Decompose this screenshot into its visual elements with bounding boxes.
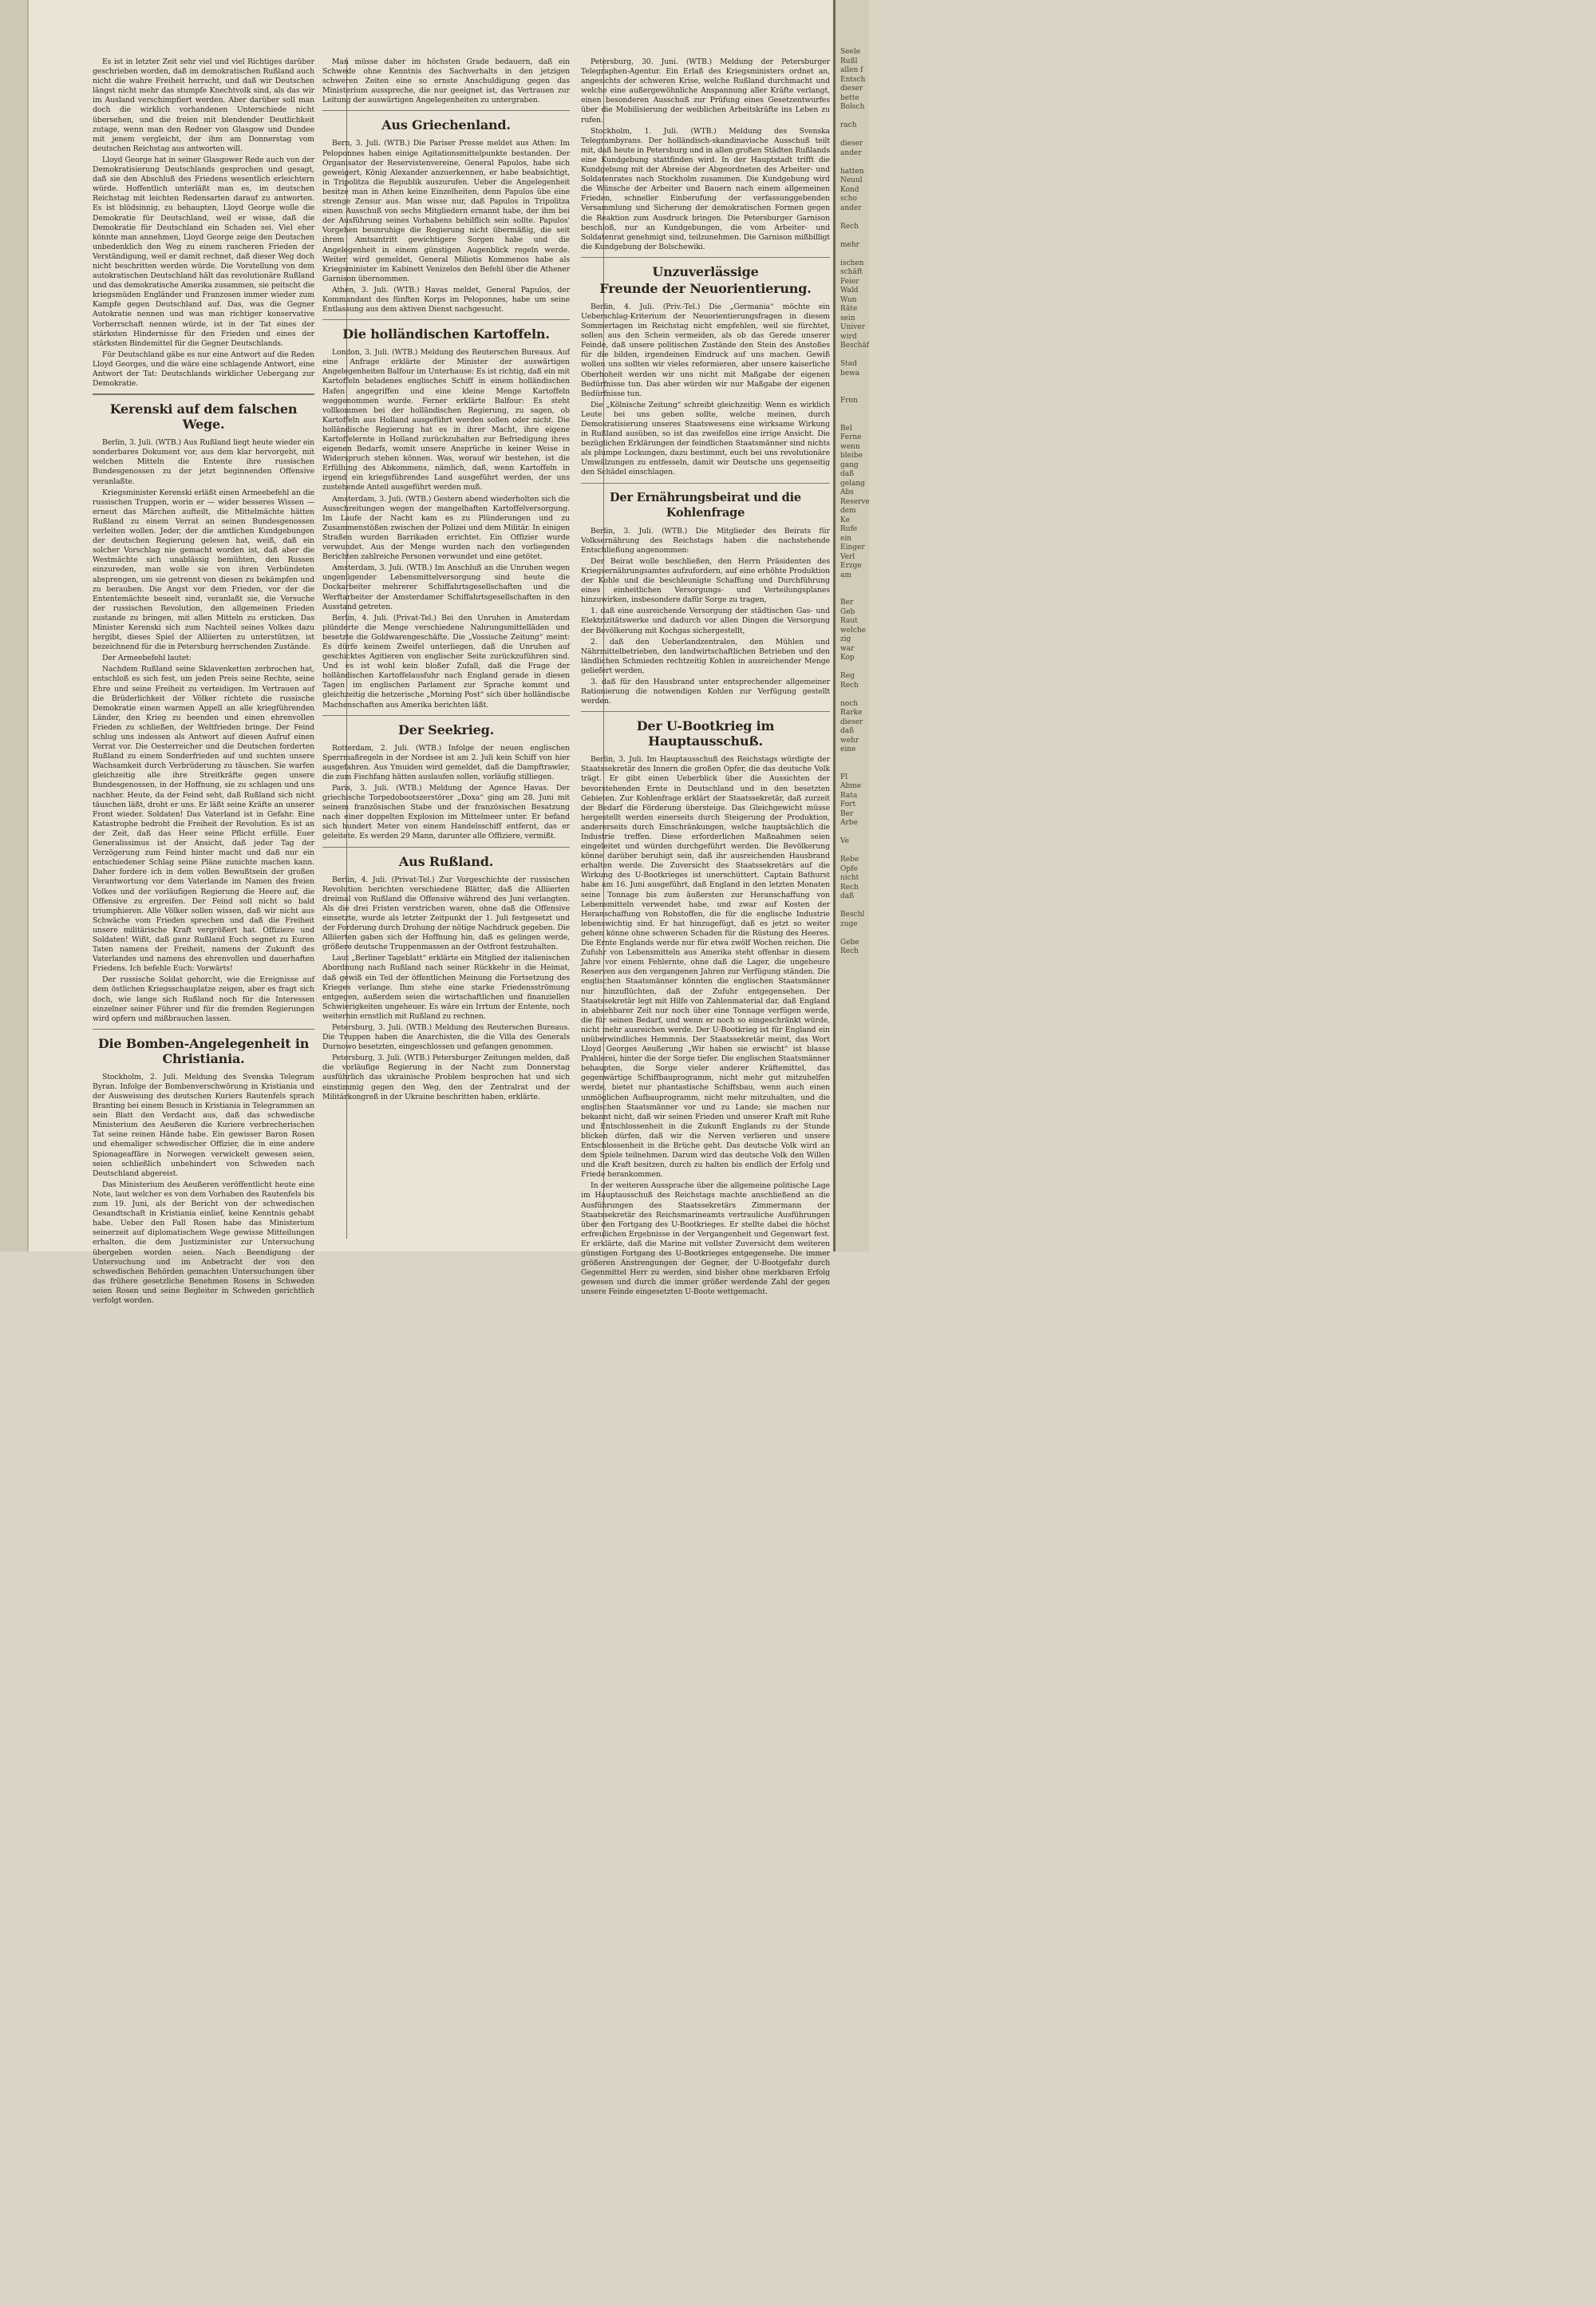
adjacent-page-fragment: Erzge xyxy=(840,562,862,570)
article-paragraph: Paris, 3. Juli. (WTB.) Meldung der Agence Havas. Der griechische Torpedobootszerstörer „Doxa“ ging am 28. Juni mit seinem französischen Stabe und der französischen Besatzung nach einer doppelten Explosion im Mittelmeer unter. Er befand sich hundert Meter von einem Handelsschiff entfernt, das er geleitete. Es werden 29 Mann, darunter alle Offiziere, vermißt. xyxy=(322,784,570,841)
article-paragraph: Lloyd George hat in seiner Glasgower Rede auch von der Demokratisierung Deutschlands gesprochen und gesagt, daß sie den Abschluß des Friedens wesentlich erleichtern würde. Hoffentlich unterläßt man es, im deutschen Reichstag mit leichten Redensarten darauf zu antworten. Es ist blödsinnig, zu behaupten, Lloyd George wolle die Demokratie für Deutschland, weil er wisse, daß die Demokratie für Deutschland ein Schaden sei. Viel eher könnte man annehmen, Lloyd George zeige den Deutschen unbedenklich den Weg zu einem rascheren Frieden der Verständigung, weil er damit rechnet, daß dieser Weg doch nicht beschritten werden würde. Die Vorstellung von dem autokratischen Deutschland hält das revolutionäre Rußland und das demokratische Amerika zusammen, sie peitscht die kriegsmüden Engländer und Franzosen immer wieder zum Kampfe gegen Deutschland auf. Das, was die Gegner Autokratie nennen und was man richtiger konservative Vorherrschaft nennen würde, ist in der Tat eines der stärksten Hindernisse für den Frieden und eines der stärksten Bindemittel für die Gegner Deutschlands. xyxy=(93,155,314,348)
headline-ubootkrieg: Der U-Bootkrieg im Hauptausschuß. xyxy=(636,718,775,749)
adjacent-page-fragment: Geb xyxy=(840,607,855,616)
adjacent-page-fragment: allen f xyxy=(840,66,863,74)
headline-seekrieg: Der Seekrieg. xyxy=(398,722,494,737)
newspaper-page xyxy=(0,0,870,1305)
article-paragraph: Stockholm, 1. Juli. (WTB.) Meldung des Svenska Telegrambyrans. Der holländisch-skandinavische Ausschuß teilt mit, daß heute in Petersburg und in allen großen Städten Rußlands eine Kundgebung stattfinden wird. In der Hauptstadt trifft die Kundgebung mit der Abreise der Abgeordneten des Arbeiter- und Soldatenrates nach Stockholm zusammen. Die Kundgebung wird die Wünsche der Arbeiter und Bauern nach einem allgemeinen Frieden, schneller Einberufung der verfassunggebenden Versammlung und Sicherung der demokratischen Formen gegen die Reaktion zum Ausdruck bringen. Die Petersburger Garnison beschloß, nur an Kundgebungen, die vom Arbeiter- und Soldatenrat genehmigt sind, teilzunehmen. Die Garnison mißbilligt die Kundgebung der Bolschewiki. xyxy=(581,126,830,251)
headline-bomben: Die Bomben-Angelegenheit in Christiania. xyxy=(97,1035,310,1066)
adjacent-page-fragment: nicht xyxy=(840,874,859,882)
adjacent-page-fragment: rach xyxy=(840,121,857,129)
adjacent-page-fragment: Seele xyxy=(840,48,861,56)
article-paragraph: Laut „Berliner Tageblatt“ erklärte ein Mitglied der italienischen Abordnung nach Rußland nach seiner Rückkehr in die Heimat, daß gewiß ein Teil der öffentlichen Meinung die Fortsetzung des Krieges verlange. Ihm stehe eine starke Friedensströmung entgegen, außerdem seien die wirtschaftlichen und finanziellen Schwierigkeiten ungeheuer. Es wäre ein Irrtum der Entente, noch weiterhin ernstlich mit Rußland zu rechnen. xyxy=(322,954,570,1021)
adjacent-page-fragment: daß xyxy=(840,727,855,735)
adjacent-page-fragment xyxy=(836,378,869,388)
adjacent-page-fragment xyxy=(836,764,869,773)
adjacent-page-fragment: Kop xyxy=(840,654,855,662)
article-paragraph: Für Deutschland gäbe es nur eine Antwort auf die Reden Lloyd Georges, und die wäre eine schlagende Antwort, eine Antwort der Tat: Deutschlands wirklicher Uebergang zur Demokratie. xyxy=(93,350,314,389)
adjacent-page-fragment: Arbe xyxy=(840,819,858,827)
adjacent-page-fragment: dieser xyxy=(840,718,863,726)
adjacent-page-fragment: wenn xyxy=(840,442,860,451)
adjacent-page-fragment: Bel xyxy=(840,424,852,433)
article-paragraph: Bern, 3. Juli. (WTB.) Die Pariser Presse meldet aus Athen: Im Peloponnes haben einige Agitationsmittelpunkte bestanden. Der Organisator der Reservistenvereine, General Papulos, habe sich geweigert, König Alexander anzuerkennen, er habe beabsichtigt, in Tripolitza die Republik auszurufen. Ueber die Angelegenheit besitze man in Athen keine Einzelheiten, denn Papulos übe eine strenge Zensur aus. Man wisse nur, daß Papulos in Tripolitza einen Ausschuß von sechs Mitgliedern ernannt habe, der ihm bei der Ausführung seines Vorhabens behilflich sein sollte. Papulos' Vorgehen beunruhige die Regierung nicht übermäßig, die seit ihrem Amtsantritt gewichtigere Sorgen habe und die Angelegenheit in einem günstigen Augenblick regeln werde. Weiter wird gemeldet, General Miliotis Kommenos habe als Kriegsminister im Kabinett Venizelos den Befehl über die Athener Garnison übernommen. xyxy=(322,139,570,283)
adjacent-page-fragment: Rebe xyxy=(840,856,859,864)
article-paragraph: Petersburg, 30. Juni. (WTB.) Meldung der Petersburger Telegraphen-Agentur. Ein Erlaß des Kriegsministers ordnet an, angesichts der schweren Krise, welche Rußland durchmacht und welche eine außergewöhnliche Anspannung aller Kräfte verlangt, einen besonderen Ausschuß zur Prüfung eines Gesetzentwurfes über die Mobilisierung der weiblichen Arbeitskräfte ins Leben zu rufen. xyxy=(581,57,830,125)
adjacent-page-fragment: bleibe xyxy=(840,452,863,460)
article-paragraph: 1. daß eine ausreichende Versorgung der städtischen Gas- und Elektrizitätswerke und dadurch vor allen Dingen die Versorgung der Bevölkerung mit Kochgas sichergestellt, xyxy=(581,607,830,635)
adjacent-page-fragment: Reg xyxy=(840,672,855,680)
adjacent-page-fragment xyxy=(836,828,869,838)
article-paragraph: Rotterdam, 2. Juli. (WTB.) Infolge der neuen englischen Sperrmaßregeln in der Nordsee ist am 2. Juli kein Schiff von hier ausgefahren. Aus Ymuiden wird gemeldet, daß die Dampftrawler, die zum Fischfang hätten auslaufen sollen, vorläufig stilliegen. xyxy=(322,743,570,781)
adjacent-page-fragment: ander xyxy=(840,148,862,157)
adjacent-page-fragment: scho xyxy=(840,195,857,203)
adjacent-page-fragment: Bolsch xyxy=(840,103,865,111)
adjacent-page-fragment: bewa xyxy=(840,369,860,378)
article-paragraph: Berlin, 3. Juli. Im Hauptausschuß des Reichstags würdigte der Staatssekretär des Innern die großen Opfer, die das deutsche Volk trägt. Er gibt einen Ueberblick über die Aussichten der bevorstehenden Ernte in Deutschland und in den besetzten Gebieten. Zur Kohlenfrage erklärt der Staatssekretär, daß zurzeit der Bedarf die Förderung übersteige. Das Gleichgewicht müsse hergestellt werden einerseits durch Steigerung der Produktion, andererseits durch Einschränkungen, welche hauptsächlich die Industrie treffen. Diese erforderlichen Maßnahmen seien eingeleitet und würden durchgeführt werden. Die Bevölkerung könne darüber beruhigt sein, daß ihr ausreichenden Hausbrand erhalten werde. Die Zuversicht des Staatssekretärs auf die Wirkung des U-Bootkrieges ist unerschüttert. Captain Bathurst habe am 16. Juni ausgeführt, daß England in den letzten Monaten seine Tonnage bis zum äußersten zur Heranschaffung von Lebensmitteln verwendet habe, und zwar auf Kosten der Heranschaffung von Rohstoffen, die für die englische Industrie lebenswichtig sind. Er hat hinzugefügt, daß es jetzt so weiter gehen könne ohne schweren Schaden für die Rüstung des Heeres. Die Ernte Englands werde nur für etwa zwölf Wochen reichen. Die Zufuhr von Lebensmitteln aus Amerika steht offenbar in diesem Jahre vor einem Fehlernte, ohne daß die Lager, die ungeheure Reserven aus den vergangenen Jahren zur Verfügung ständen. Die englischen Staatsmänner könnten die englischen Staatsmänner nur hinzuflüchten, daß der Zufuhr entgegensehen. Der Staatssekretär legt mit Hilfe von Zahlenmaterial dar, daß England in absehbarer Zeit nur noch über eine Tonnage verfügen werde, die für seinen Bedarf, und wenn er noch so eingeschränkt würde, nicht mehr ausreichen werde. Der U-Bootkrieg ist für England ein unüberwindliches Hemmnis. Der Staatssekretär meint, das Wort Lloyd Georges Aeußerung „Wir haben sie erwischt“ ist blasse Prahlerei, hinter die der Sorge tiefer. Die englischen Staatsmänner behaupten, die Sorge vieler anderer Kräftemittel, das gegenwärtige Schiffbauprogramm, nicht mehr gut mitzuhelfen werde, bietet nur phantastische Schiffsbau, wenn auch einen unmöglichen Aufbauprogramm, nicht mehr mitzuhalten, und die englischen Staatsmänner vor und zu Lande; sie machen nur bekannt nicht, daß wir seinen Frieden und unserer Kraft mit Ruhe und Entschlossenheit in die Zukunft Englands zu der Stunde blicken dürfen, daß wir die Nerven verlieren und unsere Entschlossenheit in die Brüche geht. Das deutsche Volk wird an dem Spiele teilnehmen. Darum wird das deutsche Volk den Willen und die Kraft besitzen, durch zu halten bis endlich der Erfolg und Friede herankommen. xyxy=(581,755,830,1180)
article-paragraph: Berlin, 3. Juli. (WTB.) Die Mitglieder des Beirats für Volksernährung des Reichstags haben die nachstehende Entschließung angenommen: xyxy=(581,526,830,555)
article-paragraph: Berlin, 4. Juli. (Privat-Tel.) Zur Vorgeschichte der russischen Revolution berichten verschiedene Blätter, daß die Alliierten dreimal von Rußland die Offensive während des Juni verlangten. Als die drei Fristen verstrichen waren, ohne daß die Offensive einsetzte, wurde als letzter Zeitpunkt der 1. Juli festgesetzt und der Forderung durch Drohung der nötige Nachdruck gegeben. Die Alliierten gaben sich der Hoffnung hin, daß es gelingen werde, größere deutsche Truppenmassen an der Ostfront festzuhalten. xyxy=(322,875,570,952)
adjacent-page-fragment: Fort xyxy=(840,801,856,809)
article-paragraph: Der Armeebefehl lautet: xyxy=(102,654,192,663)
adjacent-page-fragment xyxy=(836,406,869,416)
adjacent-page-fragment xyxy=(836,388,869,397)
adjacent-page-fragment: Kond xyxy=(840,185,859,194)
adjacent-page-fragment: ein xyxy=(840,534,852,543)
adjacent-page-fragment: Rußl xyxy=(840,57,858,65)
column-3 xyxy=(581,57,830,1299)
article-paragraph: Berlin, 3. Juli. (WTB.) Aus Rußland liegt heute wieder ein sonderbares Dokument vor, aus dem klar hervorgeht, mit welchen Mitteln die Entente ihre russischen Bundesgenossen zu der jetzt beginnenden Offensive veranlaßte. xyxy=(93,438,314,486)
adjacent-page-fragment: Reserve xyxy=(840,497,870,506)
article-paragraph: 2. daß den Ueberlandzentralen, den Mühlen und Nährmittelbetrieben, den landwirtschaftlichen Betrieben und den ländlichen Schmieden rechtzeitig Kohlen in ausreichender Menge geliefert werden, xyxy=(581,637,830,675)
adjacent-page-fragment: Rufe xyxy=(840,525,858,533)
adjacent-page-fragment: Fl xyxy=(840,773,848,781)
article-paragraph: Die „Kölnische Zeitung“ schreibt gleichzeitig: Wenn es wirklich Leute bei uns geben sollte, welche meinen, durch Demokratisierung unseres Staatswesens eine wirksame Wirkung in Rußland ausüben, so ist das zweifellos eine irrige Ansicht. Die bezüglichen Erklärungen der feindlichen Staatsmänner sind nichts als plumpe Lockungen, dazu bestimmt, euch bei uns revolutionäre Umwälzungen zu entfesseln, damit wir Deutsche uns gegenseitig den Schädel einschlagen. xyxy=(581,400,830,477)
adjacent-page-fragment xyxy=(836,929,869,939)
adjacent-page-fragment: daß xyxy=(840,470,855,478)
adjacent-page-fragment: Ferne xyxy=(840,433,862,441)
adjacent-page-fragment xyxy=(836,847,869,856)
adjacent-page-fragment: Rata xyxy=(840,791,858,800)
adjacent-page-fragment: Fron xyxy=(840,397,858,405)
article-paragraph: Es ist in letzter Zeit sehr viel und viel Richtiges darüber geschrieben worden, daß im demokratischen Rußland auch nicht die wahre Freiheit herrscht, und daß wir Deutschen längst nicht mehr das stumpfe Knechtvolk sind, als das wir im Ausland verschimpfiert werden. Aber darüber soll man doch die wirklich vorhandenen Unterschiede nicht übersehen, und die freien mit blendender Deutlichkeit zutage, wenn man den Redner von Glasgow und Dundee mit jenem vergleicht, der ihm am Donnerstag vom deutschen Reichstag aus antworten will. xyxy=(93,57,314,153)
adjacent-page-fragment: eine xyxy=(840,745,856,753)
adjacent-page-fragment: bette xyxy=(840,93,859,102)
adjacent-page-fragment: mehr xyxy=(840,240,859,249)
adjacent-page-fragment xyxy=(836,580,869,590)
section-divider xyxy=(93,1029,314,1030)
adjacent-page-fragment: Gebe xyxy=(840,938,859,947)
adjacent-page-fragment: Entsch xyxy=(840,75,866,84)
adjacent-page-fragment: Beschl xyxy=(840,911,865,919)
adjacent-page-fragment: Abs xyxy=(840,488,854,496)
article-paragraph: London, 3. Juli. (WTB.) Meldung des Reuterschen Bureaus. Auf eine Anfrage erklärte der Minister der auswärtigen Angelegenheiten Balfour im Unterhause: Es ist richtig, daß ein mit Kartoffeln beladenes englisches Schiff in einem holländischen Hafen angegriffen und eine kleine Menge Kartoffeln weggenommen wurde. Ferner erklärte Balfour: Es steht vollkommen bei der holländischen Regierung, zu sagen, ob Kartoffeln aus Holland ausgeführt werden sollen oder nicht. Die holländische Regierung hat es in ihrer Macht, ihre eigene Kartoffelernte in Holland zurückzuhalten zur Befriedigung ihres eigenen Bedarfs, womit unsere Ansprüche in keiner Weise in Widerspruch stehen können. Was, worauf wir bestehen, ist die Erfüllung des Abkommens, nämlich, daß, wenn Kartoffeln in irgend ein kriegsführendes Land ausgeführt werden, der uns zustehende Anteil ausgeführt werden muß. xyxy=(322,348,570,492)
adjacent-page-fragment: sein xyxy=(840,314,855,322)
article-paragraph: Kriegsminister Kerenski erläßt einen Armeebefehl an die russischen Truppen, worin er — wider besseres Wissen — erneut das Märchen aufteilt, die Mittelmächte hätten Rußland zu einem Verrat an seinen Bundesgenossen verleiten wollen. Jeder, der die amtlichen Kundgebungen der deutschen Regierung gelesen hat, weiß, daß ein solcher Vorschlag nie gemacht worden ist, daß aber die Westmächte sich unablässig bemühten, den Russen einzureden, man wolle sie von ihren Verbündeten absprengen, um sie getrennt von diesen zu bekämpfen und zu berauben. Die Angst vor dem Frieden, vor der die Ententemächte beseelt sind, veranlaßt sie, die Versuche der russischen Revolution, den allgemeinen Frieden zustande zu bringen, mit allen Mitteln zu ersticken. Das Minister Kerenski sich zum Nachteil seines Volkes dazu hergibt, dieses Spiel der Alliierten zu unterstützen, ist bezeichnend für die in Petersburg herrschenden Zustände. xyxy=(93,488,314,652)
article-paragraph: Der russische Soldat gehorcht, wie die Ereignisse auf dem östlichen Kriegsschauplatze zeigen, aber es fragt sich doch, wie lange sich Rußland noch für die Interessen einzelner seiner Führer und für die fremden Regierungen wird opfern und mißbrauchen lassen. xyxy=(93,975,314,1023)
article-paragraph: Amsterdam, 3. Juli. (WTB.) Gestern abend wiederholten sich die Ausschreitungen wegen der mangelhaften Kartoffelversorgung. Im Laufe der Nacht kam es zu Plünderungen und zu Zusammenstößen zwischen der Polizei und dem Militär. In einigen Straßen wurden Barrikaden errichtet. Ein Offizier wurde verwundet. Aus der Menge wurden nach den vorliegenden Berichten zahlreiche Personen verwundet und eine getötet. xyxy=(322,494,570,562)
article-paragraph: Berlin, 4. Juli. (Priv.-Tel.) Die „Germania“ möchte ein Ueberschlag-Kriterium der Neuorientierungsfragen in diesem Sommertagen im Reichstag nicht empfehlen, weil sie fürchtet, sollen aus den Schein vermeiden, als ob das Gerede unserer Feinde, daß unsere politischen Zustände den Stein des Anstoßes für die bilden, irgendeinen Eindruck auf uns machen. Gewiß wollen uns sollten wir vieles reformieren, aber unsere kaiserliche Oberhoheit werden wir uns nicht mit Maßgabe der eigenen Bedürfnisse tun. Das aber würden wir nur Maßgabe der eigenen Bedürfnisse tun. xyxy=(581,302,830,398)
adjacent-page-fragment: ischen xyxy=(840,259,864,267)
adjacent-page-fragment: zuge xyxy=(840,919,858,928)
adjacent-page-fragment: Stad xyxy=(840,360,857,368)
article-paragraph: Stockholm, 2. Juli. Meldung des Svenska Telegram Byran. Infolge der Bombenverschwörung in Kristiania und der Ausweisung des deutschen Kuriers Rautenfels sprach Branting bei einem Besuch in Kristiania in Telegrammen an sein Blatt den Verdacht aus, daß das schwedische Ministerium des Aeußeren die Kuriere verbrecherischen Tat seine reinen Hände habe. Ein gewisser Baron Rosen und ehemaliger schwedischer Offizier, die in eine andere Spionageaffäre in Norwegen verwickelt gewesen seien, seien schließlich unbehindert von Schweden nach Deutschland abgereist. xyxy=(93,1072,314,1178)
adjacent-page-fragment: wehr xyxy=(840,736,859,745)
section-divider xyxy=(581,257,830,258)
adjacent-page-fragment: Rech xyxy=(840,681,859,690)
adjacent-page-fragment xyxy=(836,663,869,673)
column-2 xyxy=(322,57,570,1104)
adjacent-page-fragment: Ber xyxy=(840,809,854,818)
headline-kerenski: Kerenski auf dem falschen Wege. xyxy=(109,401,298,433)
adjacent-page-fragment xyxy=(836,250,869,259)
headline-griechenland: Aus Griechenland. xyxy=(381,117,511,133)
adjacent-page-fragment: Rech xyxy=(840,947,859,955)
adjacent-page-fragment xyxy=(836,690,869,700)
adjacent-page-fragment: Ve xyxy=(840,837,849,845)
adjacent-page-fragment: noch xyxy=(840,699,859,708)
article-paragraph: Nachdem Rußland seine Sklavenketten zerbrochen hat, entschloß es sich fest, um jeden Preis seine Rechte, seine Ehre und seine Freiheit zu verteidigen. Im Vertrauen auf die Brüderlichkeit der Völker richtete die russische Demokratie einen warmen Appell an alle kriegführenden Länder, den Krieg zu beenden und einen ehrenvollen Frieden zu schließen, der Weltfrieden bringe. Der Feind schlug uns indessen als Antwort auf diesen Aufruf einen Verrat vor. Die Oesterreicher und die Deutschen forderten Rußland zu einem Sonderfrieden auf und suchten unsere Wachsamkeit durch Verbrüderung zu täuschen. Sie warfen gleichzeitig alle ihre Streitkräfte gegen unsere Bundesgenossen, in der Hoffnung, sie zu schlagen und uns nachher. Heute, da der Feind seht, daß Rußland sich nicht täuschen läßt, droht er uns. Er läßt seine Kräfte an unserer Front wieder. Soldaten! Das Vaterland ist in Gefahr. Eine Katastrophe bedroht die Freiheit der Revolution. Es ist an der Zeit, daß das Heer seine Pflicht erfülle. Euer Generalissimus ist der Ansicht, daß jeder Tag der Verzögerung zum Feind hinter macht und daß nur ein entschiedener Schlag seine Pläne zunichte machen kann. Daher fordere ich in dem vollen Bewußtsein der großen Verantwortung vor dem Vaterlande im Namen des freien Volkes und der vorläufigen Regierung die Heere auf, die Offensive zu ergreifen. Der Feind soll nicht so bald triumphieren. Alle Völker sollen wissen, daß wir nicht aus Schwäche vom Frieden sprechen und daß die Freiheit unsere militärische Kraft vergrößert hat. Offiziere und Soldaten! Wißt, daß ganz Rußland Euch segnet zu Euren Taten namens der Freiheit, namens der Zukunft des Vaterlandes und namens des ehrenvollen und dauerhaften Friedens. Ich befehle Euch: Vorwärts! xyxy=(93,665,314,974)
adjacent-page-fragment: Rarke xyxy=(840,709,863,717)
section-divider xyxy=(322,715,570,716)
article-paragraph: Der Beirat wolle beschließen, den Herrn Präsidenten des Kriegsernährungsamtes aufzufordern, auf eine erhöhte Produktion der Kohle und die beschleunigte Schaffung und Durchführung eines einheitlichen Versorgungs- und Verteilungsplanes hinzuwirken, insbesondere dafür Sorge zu tragen, xyxy=(581,556,830,605)
article-paragraph: 3. daß für den Hausbrand unter entsprechender allgemeiner Rationierung die notwendigen Kohlen zur Verfügung gestellt werden. xyxy=(581,677,830,706)
section-divider xyxy=(581,483,830,484)
adjacent-page-fragment xyxy=(836,415,869,425)
adjacent-page-fragment: Opfe xyxy=(840,864,858,873)
adjacent-page-fragment: ander xyxy=(840,204,862,212)
headline-russland: Aus Rußland. xyxy=(398,853,494,869)
adjacent-page-fragment xyxy=(836,351,869,361)
adjacent-page-fragment: Raut xyxy=(840,617,858,625)
adjacent-page-fragment: Verl xyxy=(840,552,855,561)
article-paragraph: Petersburg, 3. Juli. (WTB.) Meldung des Reuterschen Bureaus. Die Truppen haben die Anarchisten, die die Villa des Generals Durnowo besetzten, eingeschlossen und gefangen genommen. xyxy=(322,1022,570,1052)
headline-kartoffeln: Die holländischen Kartoffeln. xyxy=(342,326,550,342)
section-divider xyxy=(581,711,830,712)
adjacent-page-fragment: Rech xyxy=(840,222,859,231)
adjacent-page-fragment: Rech xyxy=(840,883,859,892)
adjacent-page-fragment xyxy=(836,158,869,168)
adjacent-page-fragment: hatten xyxy=(840,167,864,176)
section-divider xyxy=(322,319,570,320)
adjacent-page-fragment xyxy=(836,131,869,140)
adjacent-page-fragment: daß xyxy=(840,892,855,900)
adjacent-page-fragment: war xyxy=(840,644,855,653)
adjacent-page-fragment xyxy=(836,590,869,599)
adjacent-page-fragment: Räte xyxy=(840,305,858,313)
adjacent-page-fragment: am xyxy=(840,571,851,579)
adjacent-page-fragment: gelang xyxy=(840,479,865,488)
adjacent-page-fragment: Einger xyxy=(840,544,865,552)
section-divider xyxy=(322,847,570,848)
adjacent-page-fragment: Wun xyxy=(840,295,857,304)
adjacent-page-fragment: Beschäf xyxy=(840,342,870,350)
article-paragraph: Berlin, 4. Juli. (Privat-Tel.) Bei den Unruhen in Amsterdam plünderte die Menge verschiedene Nahrungsmittelläden und besetzte die Goldwarengeschäfte. Die „Vossische Zeitung“ meint: Es dürfe keinem Zweifel unterliegen, daß die Unruhen auf geschicktes Agitieren von englischer Seite zurückzuführen sind. Und es ist wohl kein bloßer Zufall, daß die Frage der holländischen Kartoffelausfuhr nach England gerade in diesen Tagen im englischen Parlament zur Sprache kommt und gleichzeitig die hetzerische „Morning Post“ sich über holländische Machenschaften aus Amerika berichten läßt. xyxy=(322,613,570,710)
adjacent-page-fragments xyxy=(836,0,869,957)
article-paragraph: Amsterdam, 3. Juli. (WTB.) Im Anschluß an die Unruhen wegen ungenügender Lebensmittelversorgung sind heute die Dockarbeiter mehrerer Schiffahrtsgesellschaften und die Werftarbeiter der Amsterdamer Schiffahrtsgesellschaften in den Ausstand getreten. xyxy=(322,563,570,611)
adjacent-page-fragment: Neuul xyxy=(840,176,863,184)
adjacent-page-fragment: welche xyxy=(840,626,867,635)
adjacent-page-fragment xyxy=(836,231,869,241)
adjacent-page-fragment: Wald xyxy=(840,287,859,295)
article-paragraph: Athen, 3. Juli. (WTB.) Havas meldet, General Papulos, der Kommandant des fünften Korps im Peloponnes, habe um seine Entlassung aus dem aktiven Dienst nachgesucht. xyxy=(322,285,570,314)
adjacent-page-fragment: wird xyxy=(840,332,857,341)
adjacent-page-fragment: dem xyxy=(840,507,856,515)
article-paragraph: Petersburg, 3. Juli. (WTB.) Petersburger Zeitungen melden, daß die vorläufige Regierung in der Nacht zum Donnerstag ausführlich das ukrainische Problem besprochen hat und sich einstimmig gegen den Weg, den der Zentralrat und der Militärkongreß in der Ukraine beschritten haben, erklärte. xyxy=(322,1054,570,1101)
adjacent-page-fragment xyxy=(836,902,869,911)
adjacent-page-edge xyxy=(833,0,869,1251)
adjacent-page-fragment: Ber xyxy=(840,599,854,607)
column-1 xyxy=(93,57,314,1307)
left-margin xyxy=(0,0,29,1251)
headline-neuorientierung: Freunde der Neuorientierung. xyxy=(599,280,812,296)
adjacent-page-fragment: Ke xyxy=(840,516,850,524)
adjacent-page-fragment: schäft xyxy=(840,268,863,276)
adjacent-page-fragment: Abme xyxy=(840,782,862,790)
article-paragraph: In der weiteren Aussprache über die allgemeine politische Lage im Hauptausschuß des Reichstags machte anschließend an die Ausführungen des Staatssekretärs Zimmermann der Staatssekretär des Reichsmarineamts vertrauliche Ausführungen über den Fortgang des U-Bootkrieges. Er stellte dabei die höchst erfreulichen Ergebnisse in der Vergangenheit und Gegenwart fest. Er erklärte, daß die Marine mit vollster Zuversicht dem weiteren günstigen Fortgang des U-Bootkrieges entgegensehe. Die immer größeren Anstrengungen der Gegner, der U-Bootgefahr durch Gegenmittel Herr zu werden, sind bisher ohne merkbaren Erfolg gewesen und durch die immer größer werdende Zahl der gegen unsere Feinde eingesetzten U-Boote wettgemacht. xyxy=(581,1181,830,1297)
adjacent-page-fragment: dieser xyxy=(840,140,863,148)
headline-ernaehrungsbeirat: Der Ernährungsbeirat und die Kohlenfrage xyxy=(610,490,801,520)
adjacent-page-fragment xyxy=(836,755,869,765)
adjacent-page-fragment: dieser xyxy=(840,85,863,93)
adjacent-page-fragment xyxy=(836,213,869,223)
adjacent-page-fragment: Feier xyxy=(840,277,859,286)
article-paragraph: Man müsse daher im höchsten Grade bedauern, daß ein Schwede ohne Kenntnis des Sachverhalts in den jetzigen schweren Zeiten eine so ernste Anschuldigung gegen das Ministerium ausspreche, die nur geeignet ist, das Vertrauen zur Leitung der auswärtigen Angelegenheiten zu untergraben. xyxy=(322,57,570,105)
section-divider xyxy=(93,393,314,395)
headline-unzuverlaessige: Unzuverlässige xyxy=(652,263,759,279)
adjacent-page-fragment: gang xyxy=(840,461,859,469)
adjacent-page-fragment xyxy=(836,113,869,122)
section-divider xyxy=(322,110,570,111)
article-paragraph: Das Ministerium des Aeußeren veröffentlicht heute eine Note, laut welcher es von dem Vorhaben des Rautenfels bis zum 19. Juni, als der Bericht von der schwedischen Gesandtschaft in Kristiania einlief, keine Kenntnis gehabt habe. Ueber den Fall Rosen habe das Ministerium seinerzeit auf diplomatischem Wege gewisse Mitteilungen erhalten, die dem Justizminister zur Untersuchung übergeben worden seien. Nach Beendigung der Untersuchung und im Anbetracht der von den schwedischen Behörden gemachten Untersuchungen über das frühere gesetzliche Benehmen Rosens in Schweden seien Rosen und seine Begleiter in Schweden gerichtlich verfolgt worden. xyxy=(93,1180,314,1305)
adjacent-page-fragment: zig xyxy=(840,635,851,643)
adjacent-page-fragment: Univer xyxy=(840,323,865,331)
